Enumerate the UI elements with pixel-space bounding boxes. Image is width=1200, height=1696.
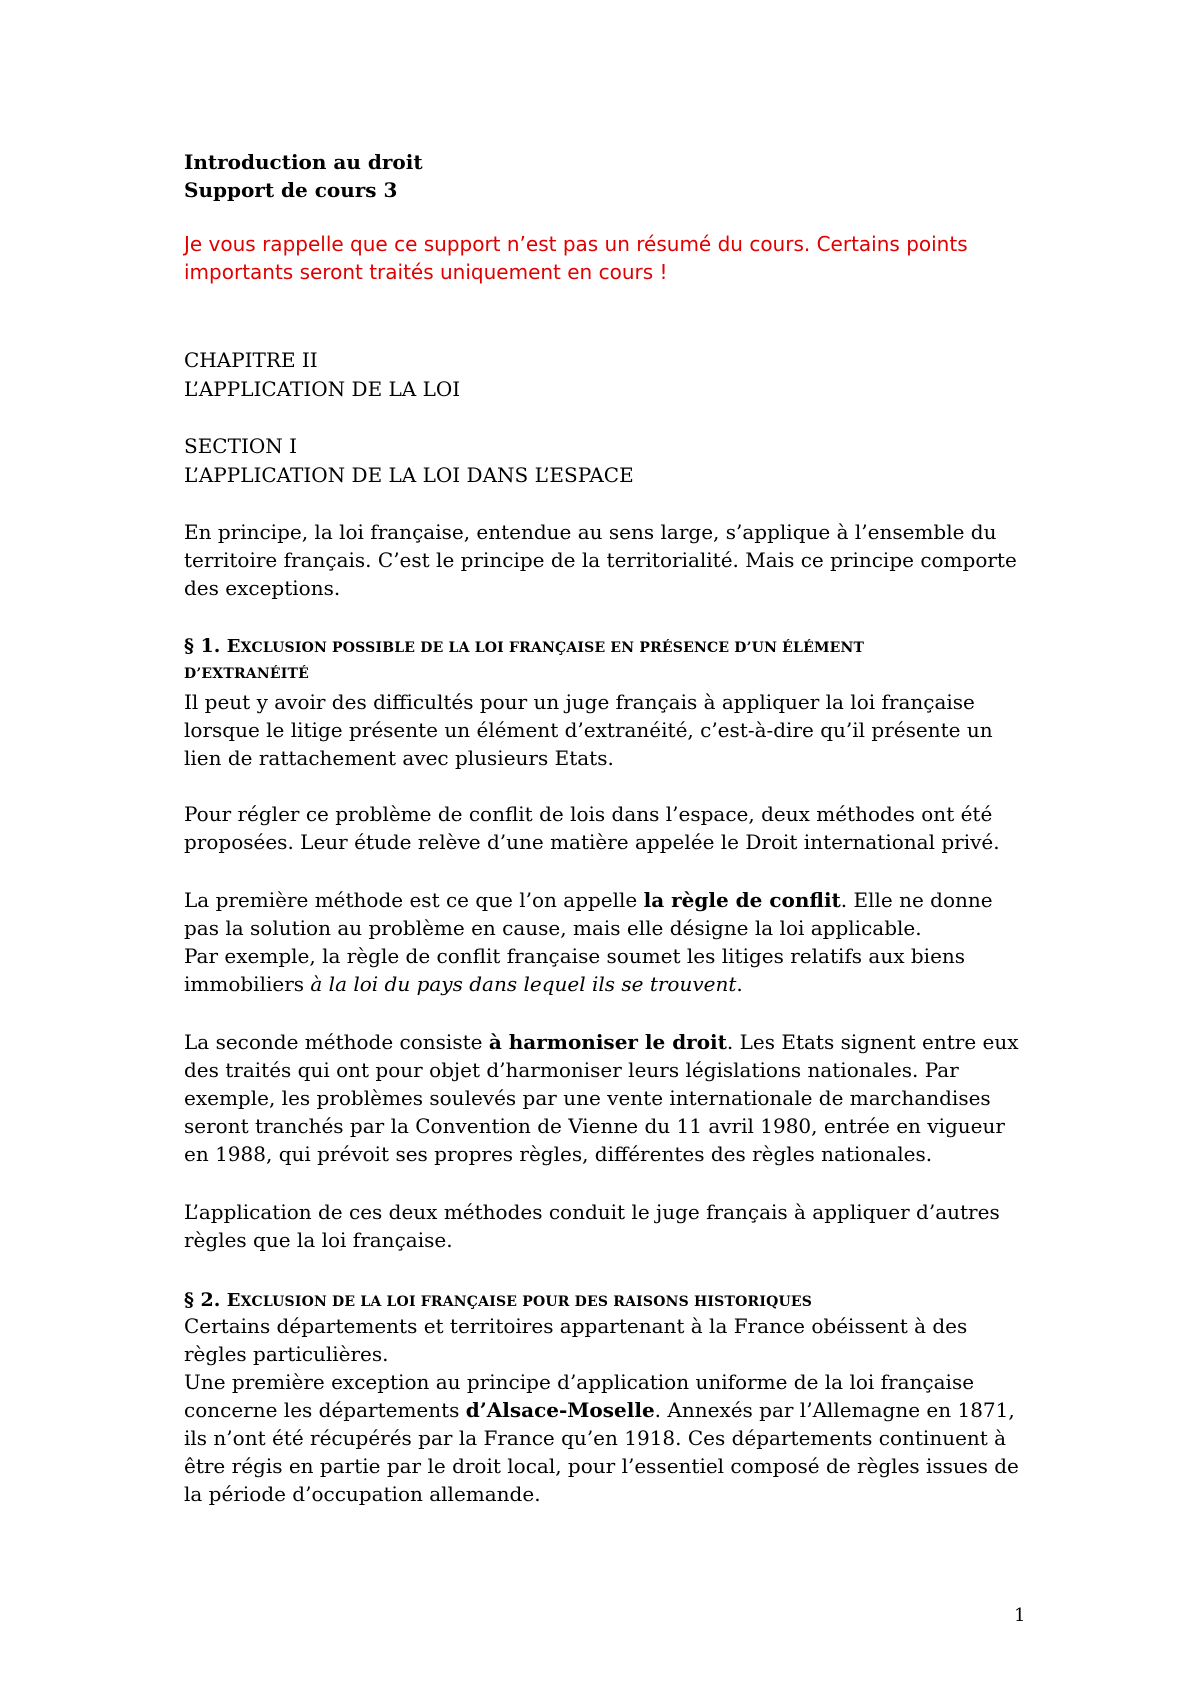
notice-line: importants seront traités uniquement en cours !	[184, 260, 668, 284]
text-line: en 1988, qui prévoit ses propres règles, différentes des règles nationales.	[184, 1142, 933, 1166]
text-line: pas la solution au problème en cause, mais elle désigne la loi applicable.	[184, 916, 922, 940]
text-line: territoire français. C’est le principe de la territorialité. Mais ce principe comporte	[184, 548, 1017, 572]
text-line: concerne les départements d’Alsace-Moselle. Annexés par l’Allemagne en 1871,	[184, 1398, 1015, 1422]
document-header	[184, 148, 1024, 204]
text-line: règles que la loi française.	[184, 1228, 453, 1252]
italic-text: à la loi du pays dans lequel ils se trouvent	[310, 972, 737, 996]
subsection-title-continued: D’EXTRANÉITÉ	[184, 666, 309, 682]
heading-initial: E	[226, 636, 241, 657]
text-line: Par exemple, la règle de conflit française soumet les litiges relatifs aux biens	[184, 944, 966, 968]
text-line: La première méthode est ce que l’on appelle la règle de conflit. Elle ne donne	[184, 888, 993, 912]
text-line: seront tranchés par la Convention de Vienne du 11 avril 1980, entrée en vigueur	[184, 1114, 1005, 1138]
support-label: Support de cours 3	[184, 178, 398, 202]
heading-initial: E	[226, 1290, 241, 1311]
paragraph	[184, 1028, 1024, 1168]
emphasis: à harmoniser le droit	[488, 1030, 727, 1054]
text-line: lorsque le litige présente un élément d’extranéité, c’est-à-dire qu’il présente un	[184, 718, 993, 742]
notice-line: Je vous rappelle que ce support n’est pas un résumé du cours. Certains points	[184, 232, 968, 256]
chapter-heading	[184, 346, 1024, 404]
emphasis: la règle de conflit	[643, 888, 841, 912]
paragraph	[184, 688, 1024, 772]
text-line: Il peut y avoir des difficultés pour un juge français à appliquer la loi française	[184, 690, 975, 714]
subsection-title: XCLUSION DE LA LOI FRANÇAISE POUR DES RAISONS HISTORIQUES	[240, 1294, 813, 1310]
text-line: être régis en partie par le droit local, pour l’essentiel composé de règles issues de	[184, 1454, 1019, 1478]
section-title: L’APPLICATION DE LA LOI DANS L’ESPACE	[184, 463, 634, 487]
text-line: exemple, les problèmes soulevés par une vente internationale de marchandises	[184, 1086, 991, 1110]
text-line: En principe, la loi française, entendue au sens large, s’applique à l’ensemble du	[184, 520, 997, 544]
paragraph	[184, 800, 1024, 856]
subsection-title: XCLUSION POSSIBLE DE LA LOI FRANÇAISE EN PRÉSENCE D’UN ÉLÉMENT	[240, 640, 865, 656]
text-line: immobiliers à la loi du pays dans lequel ils se trouvent.	[184, 972, 743, 996]
chapter-label: CHAPITRE II	[184, 348, 318, 372]
subsection-number: § 1.	[184, 635, 221, 657]
paragraph	[184, 1198, 1024, 1254]
paragraph	[184, 886, 1024, 998]
intro-paragraph	[184, 518, 1024, 602]
text-line: règles particulières.	[184, 1342, 389, 1366]
text-line: La seconde méthode consiste à harmoniser le droit. Les Etats signent entre eux	[184, 1030, 1019, 1054]
chapter-title: L’APPLICATION DE LA LOI	[184, 377, 461, 401]
subsection-1-heading	[184, 632, 1024, 687]
text-line: L’application de ces deux méthodes conduit le juge français à appliquer d’autres	[184, 1200, 1000, 1224]
text-line: proposées. Leur étude relève d’une matière appelée le Droit international privé.	[184, 830, 1000, 854]
text-line: ils n’ont été récupérés par la France qu’en 1918. Ces départements continuent à	[184, 1426, 1007, 1450]
course-title: Introduction au droit	[184, 150, 423, 174]
text-line: Une première exception au principe d’application uniforme de la loi française	[184, 1370, 975, 1394]
course-notice	[184, 230, 1024, 286]
subsection-number: § 2.	[184, 1289, 221, 1311]
text-line: la période d’occupation allemande.	[184, 1482, 541, 1506]
text-line: lien de rattachement avec plusieurs Etats.	[184, 746, 614, 770]
section-heading	[184, 432, 1024, 490]
section-label: SECTION I	[184, 434, 297, 458]
text-line: des traités qui ont pour objet d’harmoniser leurs législations nationales. Par	[184, 1058, 959, 1082]
emphasis: d’Alsace-Moselle	[465, 1398, 655, 1422]
page-number: 1	[1014, 1605, 1026, 1626]
subsection-2-heading	[184, 1286, 1024, 1315]
text-line: Certains départements et territoires appartenant à la France obéissent à des	[184, 1314, 968, 1338]
text-line: Pour régler ce problème de conflit de lois dans l’espace, deux méthodes ont été	[184, 802, 993, 826]
text-line: des exceptions.	[184, 576, 341, 600]
paragraph	[184, 1312, 1024, 1508]
